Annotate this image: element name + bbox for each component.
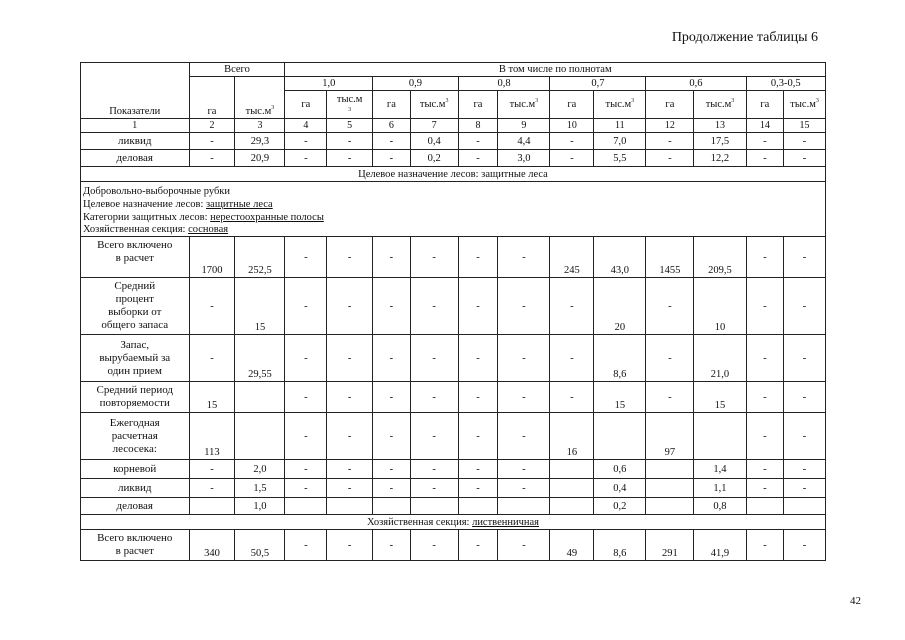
table-cell: 8,6 xyxy=(594,530,646,561)
table-row xyxy=(81,530,826,561)
row-label: деловая xyxy=(81,150,190,167)
column-number: 5 xyxy=(327,119,373,133)
table-cell: - xyxy=(327,335,373,382)
column-number: 9 xyxy=(498,119,550,133)
table-cell xyxy=(498,498,550,515)
table-cell: - xyxy=(327,530,373,561)
table-cell: 15 xyxy=(235,278,285,335)
column-number: 2 xyxy=(189,119,235,133)
table-cell: - xyxy=(189,335,235,382)
section-row xyxy=(81,515,826,530)
table-cell: - xyxy=(410,335,458,382)
column-number: 14 xyxy=(746,119,784,133)
row-label: Средний процент выборки от общего запаса xyxy=(81,278,190,335)
table-cell xyxy=(410,498,458,515)
table-cell: 20 xyxy=(594,278,646,335)
table-cell: - xyxy=(327,460,373,479)
table-cell xyxy=(646,479,694,498)
table-cell: - xyxy=(327,479,373,498)
header-indicators: Показатели xyxy=(81,63,190,119)
table-cell: - xyxy=(410,479,458,498)
table-cell: - xyxy=(327,382,373,413)
table-cell: - xyxy=(784,150,826,167)
table-cell: - xyxy=(373,413,411,460)
table-cell: 97 xyxy=(646,413,694,460)
table-cell: - xyxy=(189,460,235,479)
table-cell: 16 xyxy=(550,413,594,460)
table-cell: - xyxy=(746,150,784,167)
table-cell: - xyxy=(458,530,498,561)
info-line: Хозяйственная секция: сосновая xyxy=(83,224,229,235)
table-cell: 43,0 xyxy=(594,237,646,278)
table-cell: 41,9 xyxy=(694,530,746,561)
table-cell: - xyxy=(746,237,784,278)
table-cell: - xyxy=(458,413,498,460)
column-number: 6 xyxy=(373,119,411,133)
table-cell: - xyxy=(285,237,327,278)
header-thous-m3: $тыс.м^3$ xyxy=(784,91,826,119)
table-cell: 1700 xyxy=(189,237,235,278)
table-cell: - xyxy=(285,479,327,498)
table-cell: - xyxy=(458,237,498,278)
row-label: Всего включено в расчет xyxy=(81,530,190,561)
table-cell: - xyxy=(784,133,826,150)
column-number: 4 xyxy=(285,119,327,133)
table-cell: - xyxy=(373,335,411,382)
table-cell: - xyxy=(373,382,411,413)
header-row-1 xyxy=(81,63,826,77)
table-cell: 15 xyxy=(694,382,746,413)
column-number: 11 xyxy=(594,119,646,133)
table-cell: - xyxy=(784,382,826,413)
header-thous-m3: $тыс.м^3$ xyxy=(410,91,458,119)
table-row xyxy=(81,460,826,479)
header-ha: га xyxy=(550,91,594,119)
table-cell: 15 xyxy=(189,382,235,413)
table-cell: - xyxy=(498,237,550,278)
table-cell: - xyxy=(410,413,458,460)
header-ha: га xyxy=(746,91,784,119)
table-cell: - xyxy=(373,460,411,479)
table-cell: 29,55 xyxy=(235,335,285,382)
table-cell xyxy=(373,498,411,515)
page-number: 42 xyxy=(850,595,861,607)
table-cell xyxy=(550,460,594,479)
table-cell: - xyxy=(189,150,235,167)
table-cell: - xyxy=(498,479,550,498)
table-cell: - xyxy=(498,460,550,479)
density-0-9: 0,9 xyxy=(373,77,459,91)
row-label: ликвид xyxy=(81,133,190,150)
section-purpose: Целевое назначение лесов: защитные леса xyxy=(81,167,826,182)
table-cell: - xyxy=(373,237,411,278)
table-row xyxy=(81,479,826,498)
table-cell: - xyxy=(784,413,826,460)
table-cell: - xyxy=(746,530,784,561)
table-cell: 12,2 xyxy=(694,150,746,167)
table-cell xyxy=(646,460,694,479)
table-cell: - xyxy=(458,150,498,167)
table-cell: - xyxy=(784,335,826,382)
table-cell: - xyxy=(746,133,784,150)
table-cell: - xyxy=(746,382,784,413)
table-cell: 1455 xyxy=(646,237,694,278)
header-ha: га xyxy=(458,91,498,119)
column-number: 8 xyxy=(458,119,498,133)
table-cell: - xyxy=(285,530,327,561)
forest-data-table xyxy=(80,62,826,561)
column-number: 15 xyxy=(784,119,826,133)
table-cell: - xyxy=(285,413,327,460)
table-cell: 8,6 xyxy=(594,335,646,382)
table-row xyxy=(81,335,826,382)
table-cell: 1,5 xyxy=(235,479,285,498)
table-cell: - xyxy=(373,530,411,561)
table-cell: 29,3 xyxy=(235,133,285,150)
table-row xyxy=(81,237,826,278)
table-cell: 113 xyxy=(189,413,235,460)
table-cell: 5,5 xyxy=(594,150,646,167)
table-cell: - xyxy=(746,278,784,335)
table-cell xyxy=(550,498,594,515)
table-cell xyxy=(189,498,235,515)
table-cell: - xyxy=(646,133,694,150)
table-cell: - xyxy=(189,278,235,335)
table-cell: - xyxy=(458,335,498,382)
table-row xyxy=(81,150,826,167)
row-label: корневой xyxy=(81,460,190,479)
table-cell: - xyxy=(373,278,411,335)
table-cell: 7,0 xyxy=(594,133,646,150)
table-caption: Продолжение таблицы 6 xyxy=(671,30,818,45)
table-cell: 0,2 xyxy=(594,498,646,515)
column-number: 1 xyxy=(81,119,190,133)
table-cell: - xyxy=(746,335,784,382)
table-cell: 2,0 xyxy=(235,460,285,479)
table-cell: - xyxy=(327,413,373,460)
table-cell: 1,4 xyxy=(694,460,746,479)
table-cell: - xyxy=(550,382,594,413)
row-label: Средний период повторяемости xyxy=(81,382,190,413)
table-cell: - xyxy=(784,530,826,561)
table-cell: - xyxy=(327,150,373,167)
density-0-3-0-5: 0,3-0,5 xyxy=(746,77,825,91)
table-cell: 15 xyxy=(594,382,646,413)
table-cell: 10 xyxy=(694,278,746,335)
table-cell: - xyxy=(327,278,373,335)
table-cell: 20,9 xyxy=(235,150,285,167)
table-cell: - xyxy=(646,382,694,413)
table-cell: - xyxy=(327,237,373,278)
table-cell: - xyxy=(410,460,458,479)
table-cell: - xyxy=(746,479,784,498)
table-row xyxy=(81,278,826,335)
info-line: Целевое назначение лесов: защитные леса xyxy=(83,199,273,210)
row-label: деловая xyxy=(81,498,190,515)
table-cell: - xyxy=(373,479,411,498)
row-label: Ежегодная расчетная лесосека: xyxy=(81,413,190,460)
table-cell: - xyxy=(784,460,826,479)
table-cell: - xyxy=(189,133,235,150)
table-cell: - xyxy=(285,133,327,150)
table-cell: 4,4 xyxy=(498,133,550,150)
table-cell: - xyxy=(458,382,498,413)
header-ha: га xyxy=(646,91,694,119)
table-cell: - xyxy=(458,460,498,479)
table-cell: - xyxy=(784,278,826,335)
info-block-row xyxy=(81,182,826,237)
table-cell: - xyxy=(550,278,594,335)
table-cell xyxy=(235,382,285,413)
table-row xyxy=(81,382,826,413)
header-ha: га xyxy=(373,91,411,119)
table-cell: - xyxy=(410,382,458,413)
header-by-density: В том числе по полнотам xyxy=(285,63,826,77)
table-cell: - xyxy=(410,278,458,335)
table-cell xyxy=(646,498,694,515)
table-cell: 340 xyxy=(189,530,235,561)
table-cell: 245 xyxy=(550,237,594,278)
info-line: Категории защитных лесов: нерестоохранные полосы xyxy=(83,212,324,223)
info-line: Добровольно-выборочные рубки xyxy=(83,186,231,197)
header-thous-m3: $тыс.м^3$ xyxy=(498,91,550,119)
table-cell: - xyxy=(646,335,694,382)
table-cell: - xyxy=(285,150,327,167)
table-cell: - xyxy=(373,150,411,167)
table-cell: - xyxy=(498,278,550,335)
header-ha: га xyxy=(189,77,235,119)
table-cell: - xyxy=(458,278,498,335)
table-cell: - xyxy=(189,479,235,498)
table-cell: 0,4 xyxy=(410,133,458,150)
table-cell: - xyxy=(550,335,594,382)
table-cell: - xyxy=(327,133,373,150)
table-cell xyxy=(550,479,594,498)
table-cell: 0,4 xyxy=(594,479,646,498)
table-cell xyxy=(327,498,373,515)
table-cell: - xyxy=(373,133,411,150)
table-cell: 0,8 xyxy=(694,498,746,515)
column-number: 10 xyxy=(550,119,594,133)
density-0-6: 0,6 xyxy=(646,77,746,91)
table-cell: - xyxy=(646,150,694,167)
info-block xyxy=(81,182,826,237)
table-cell: - xyxy=(550,150,594,167)
table-cell: - xyxy=(498,413,550,460)
table-cell xyxy=(235,413,285,460)
table-cell: 0,2 xyxy=(410,150,458,167)
table-cell xyxy=(694,413,746,460)
table-cell: 291 xyxy=(646,530,694,561)
row-label: ликвид xyxy=(81,479,190,498)
table-cell xyxy=(746,498,784,515)
table-cell: 1,1 xyxy=(694,479,746,498)
density-1-0: 1,0 xyxy=(285,77,373,91)
header-thous-m3: $тыс.м^3$ xyxy=(235,77,285,119)
table-cell: - xyxy=(410,530,458,561)
table-cell: - xyxy=(784,237,826,278)
table-cell xyxy=(784,498,826,515)
table-cell xyxy=(285,498,327,515)
table-row xyxy=(81,413,826,460)
table-cell: - xyxy=(285,460,327,479)
column-number: 3 xyxy=(235,119,285,133)
table-cell: 1,0 xyxy=(235,498,285,515)
table-cell: - xyxy=(498,382,550,413)
table-cell: 21,0 xyxy=(694,335,746,382)
header-ha: га xyxy=(285,91,327,119)
table-cell: 3,0 xyxy=(498,150,550,167)
table-cell: - xyxy=(550,133,594,150)
section-economic: Хозяйственная секция: лиственничная xyxy=(81,515,826,530)
table-cell: - xyxy=(784,479,826,498)
column-numbers-row xyxy=(81,119,826,133)
table-cell: 252,5 xyxy=(235,237,285,278)
header-row-2 xyxy=(81,77,826,91)
table-cell: - xyxy=(285,278,327,335)
table-cell: 49 xyxy=(550,530,594,561)
table-cell: - xyxy=(458,133,498,150)
table-cell: 0,6 xyxy=(594,460,646,479)
table-cell: - xyxy=(285,335,327,382)
column-number: 13 xyxy=(694,119,746,133)
table-cell: - xyxy=(646,278,694,335)
column-number: 7 xyxy=(410,119,458,133)
table-row xyxy=(81,498,826,515)
header-thous-m3: тыс.м 3 xyxy=(327,91,373,119)
table-cell: - xyxy=(458,479,498,498)
row-label: Всего включено в расчет xyxy=(81,237,190,278)
section-row xyxy=(81,167,826,182)
table-cell xyxy=(594,413,646,460)
header-thous-m3: $тыс.м^3$ xyxy=(694,91,746,119)
density-0-8: 0,8 xyxy=(458,77,550,91)
table-cell: - xyxy=(746,413,784,460)
header-thous-m3: $тыс.м^3$ xyxy=(594,91,646,119)
density-0-7: 0,7 xyxy=(550,77,646,91)
table-cell: 209,5 xyxy=(694,237,746,278)
table-cell: 50,5 xyxy=(235,530,285,561)
table-cell: - xyxy=(498,335,550,382)
table-cell: - xyxy=(498,530,550,561)
table-cell: - xyxy=(285,382,327,413)
header-total: Всего xyxy=(189,63,285,77)
table-cell: - xyxy=(410,237,458,278)
table-cell xyxy=(458,498,498,515)
table-cell: 17,5 xyxy=(694,133,746,150)
table-row xyxy=(81,133,826,150)
table-cell: - xyxy=(746,460,784,479)
column-number: 12 xyxy=(646,119,694,133)
row-label: Запас, вырубаемый за один прием xyxy=(81,335,190,382)
